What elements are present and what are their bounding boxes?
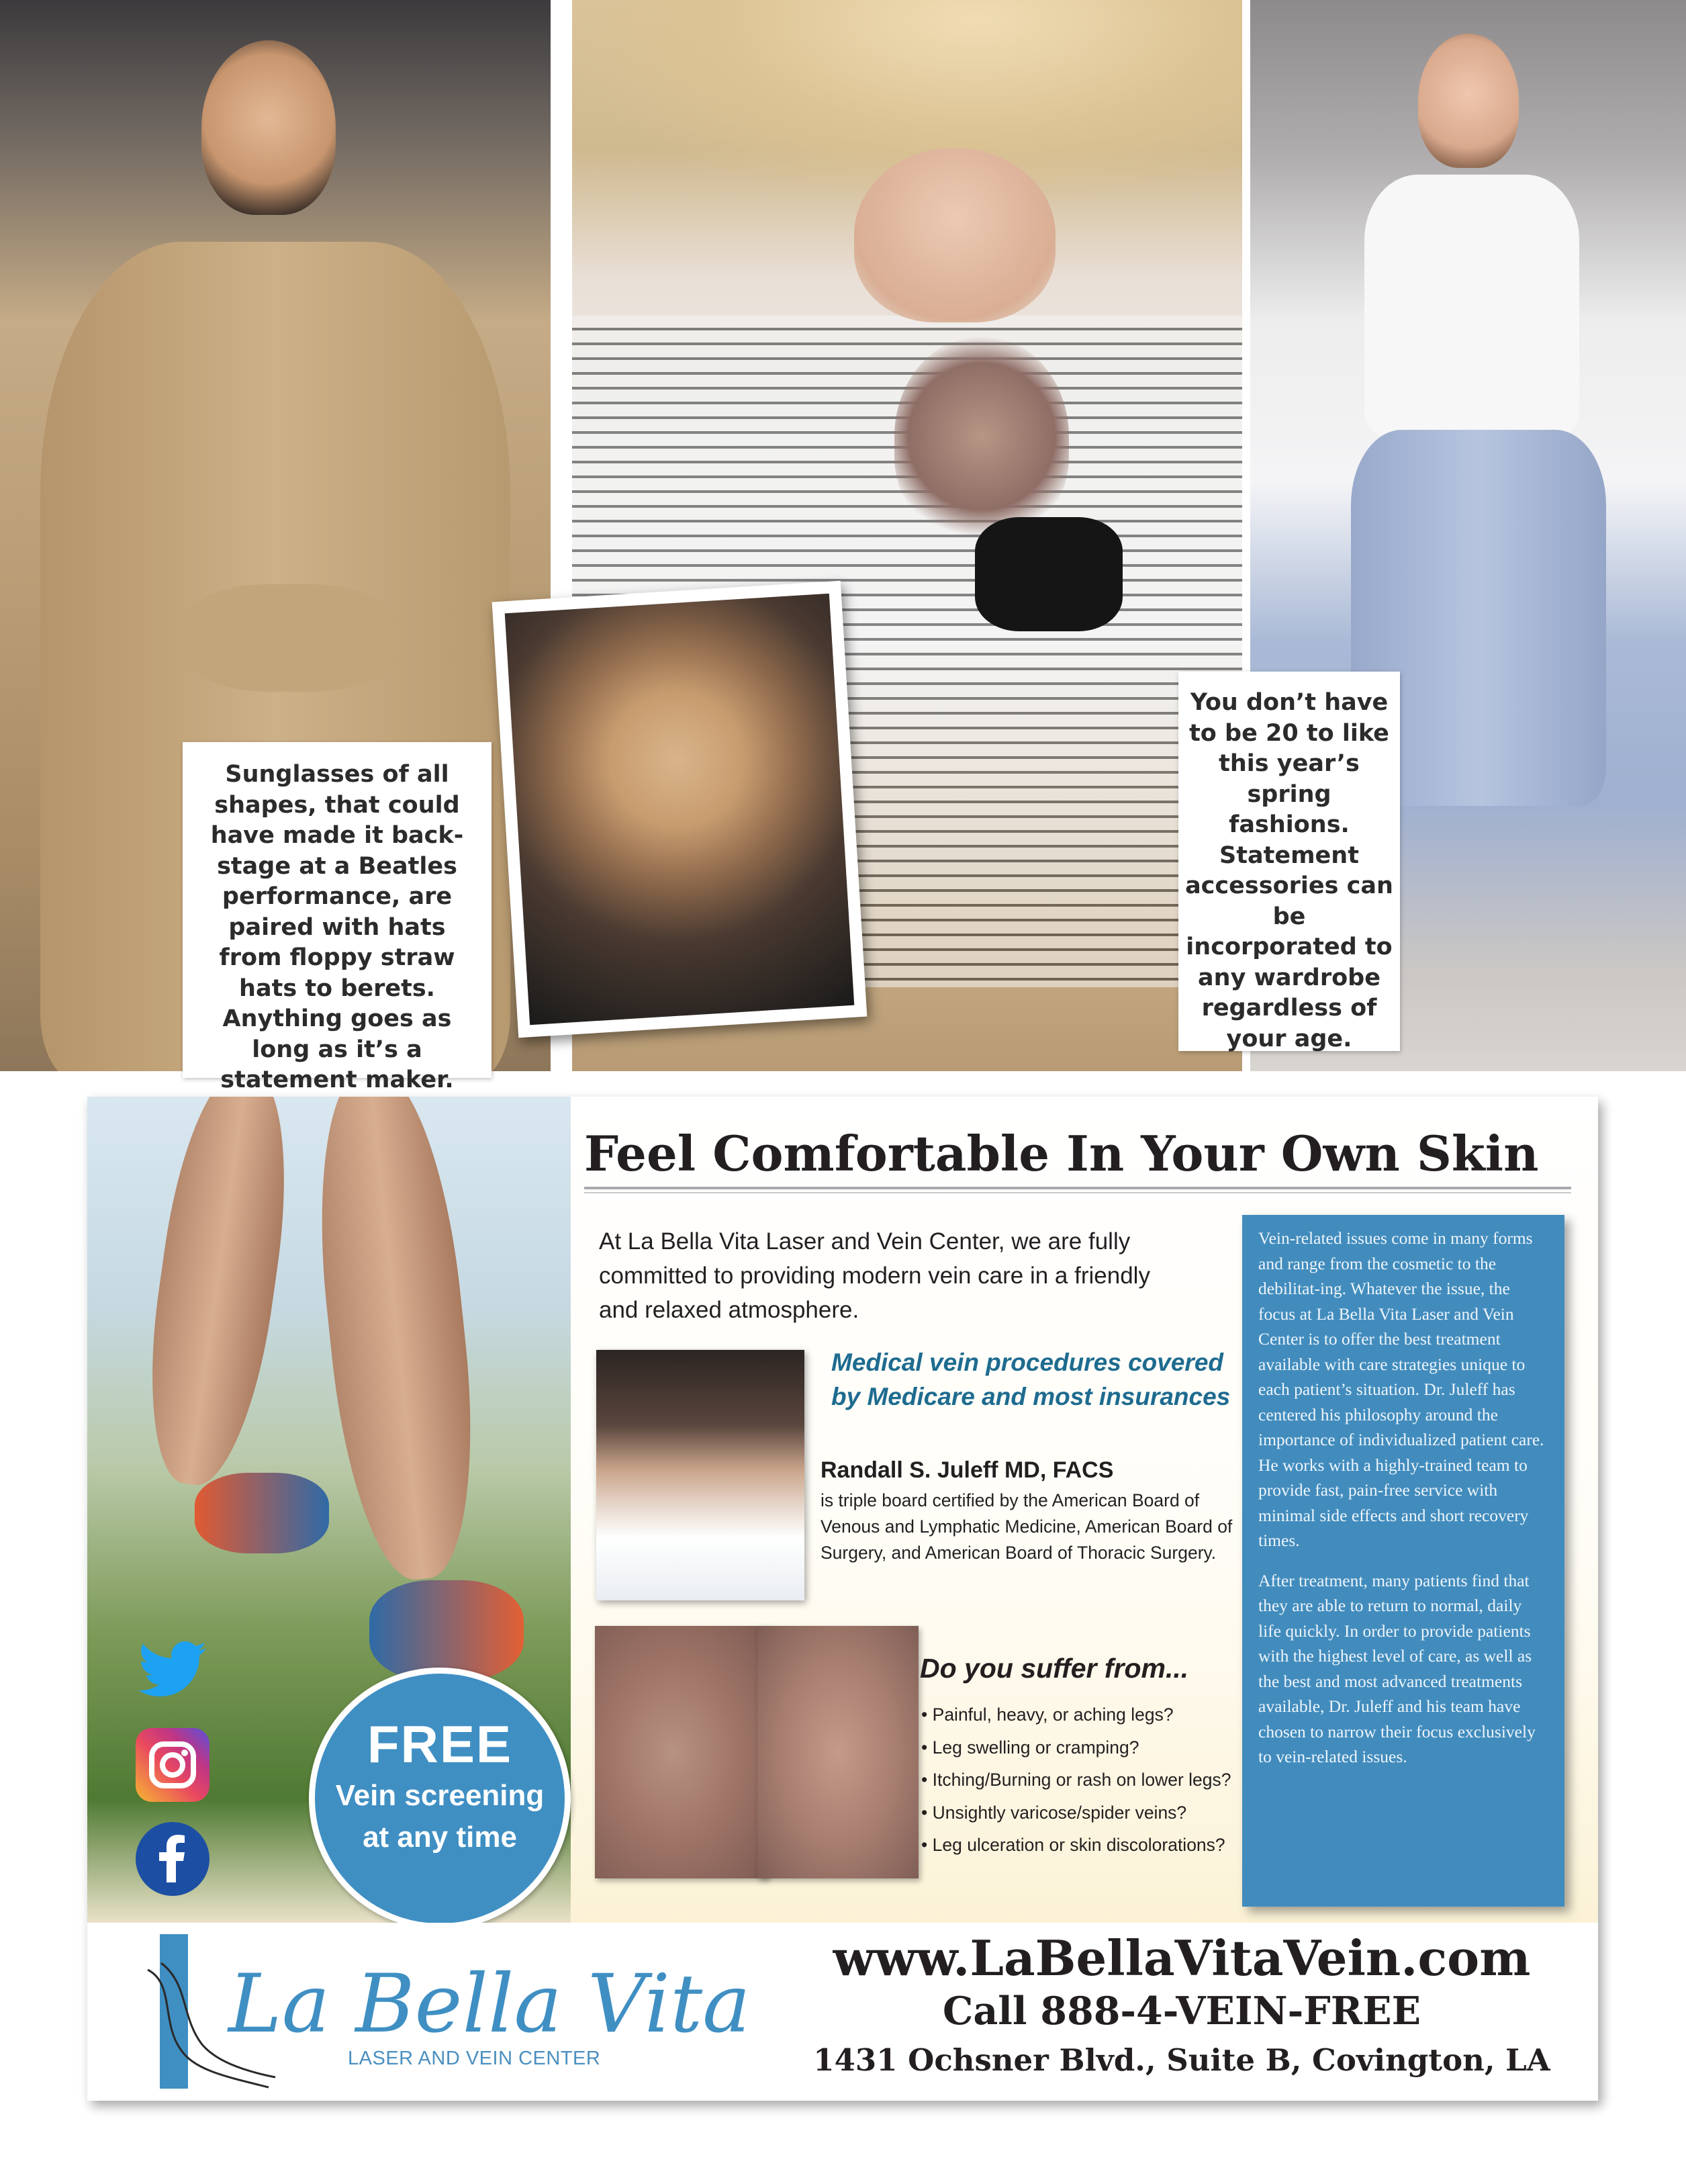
doctor-photo — [596, 1350, 804, 1600]
leg-front — [303, 1097, 489, 1586]
model-head — [1418, 34, 1519, 168]
list-item: • Painful, heavy, or aching legs? — [921, 1704, 1174, 1725]
symptoms-title: Do you suffer from... — [920, 1653, 1189, 1684]
black-bow — [975, 517, 1123, 631]
logo-tagline: LASER AND VEIN CENTER — [348, 2048, 601, 2069]
model-head — [201, 40, 336, 215]
headline-rule — [584, 1187, 1571, 1189]
vein-center-ad — [87, 1097, 1598, 2101]
instagram-icon[interactable] — [136, 1728, 209, 1802]
caption-sunglasses: Sunglasses of all shapes, that could have made it back-stage at a Beatles performance, are paired with hats from floppy straw hats to berets. Anything goes as long as it’s a statement maker. — [183, 742, 491, 1078]
phone-number[interactable]: Call 888-4-VEIN-FREE — [942, 1989, 1421, 2034]
free-line: at any time — [363, 1821, 517, 1854]
running-shoe — [369, 1580, 524, 1681]
facebook-icon[interactable] — [136, 1822, 209, 1896]
address: 1431 Ochsner Blvd., Suite B, Covington, LA — [813, 2042, 1550, 2078]
twitter-icon[interactable] — [136, 1634, 209, 1708]
ad-footer — [87, 1923, 1598, 2101]
info-sidebar — [1242, 1215, 1564, 1907]
symptoms-list — [921, 1698, 1297, 1862]
floral-brooch — [894, 336, 1069, 537]
sidebar-paragraph: After treatment, many patients find that they are able to return to normal, daily life quickly. In order to provide patients with the highest level of care, as well as the best and most advanced treatments available, Dr. Juleff and his team have chosen to narrow their focus exclusively to vein-related issues. — [1258, 1570, 1536, 1766]
running-shoe — [195, 1473, 329, 1553]
vein-before-photo — [595, 1626, 768, 1878]
ad-headline: Feel Comfortable In Your Own Skin — [584, 1125, 1539, 1182]
insurance-callout: Medical vein procedures covered by Medicare and most insurances — [831, 1349, 1231, 1410]
vein-after-photo — [757, 1626, 919, 1878]
inset-photo-image — [505, 594, 855, 1025]
list-item: • Itching/Burning or rash on lower legs? — [921, 1770, 1231, 1790]
leg-back — [133, 1097, 304, 1492]
model-face — [854, 148, 1056, 322]
free-label: FREE — [367, 1715, 513, 1774]
intro-text: At La Bella Vita Laser and Vein Center, we are fully committed to providing modern vein care in a friendly and relaxed atmosphere. — [599, 1228, 1150, 1323]
white-tee — [1364, 175, 1579, 437]
list-item: • Leg swelling or cramping? — [921, 1737, 1139, 1758]
bow-belt — [181, 584, 396, 692]
doctor-credentials: is triple board certified by the American Board of Venous and Lymphatic Medicine, American Board of Surgery, and American Board of Thoracic Surgery. — [821, 1490, 1233, 1563]
website-link[interactable]: www.LaBellaVitaVein.com — [833, 1929, 1531, 1987]
free-line: Vein screening — [335, 1779, 545, 1812]
inset-photo-earrings — [492, 581, 868, 1038]
caption-spring-fashions: You don’t have to be 20 to like this year’s spring fashions. Statement accessories can be incorporated to any wardrobe regardless of your age. — [1178, 672, 1400, 1051]
list-item: • Unsightly varicose/spider veins? — [921, 1802, 1187, 1823]
list-item: • Leg ulceration or skin discolorations? — [921, 1835, 1225, 1855]
logo-wordmark: La Bella Vita — [228, 1958, 751, 2051]
doctor-name: Randall S. Juleff MD, FACS — [821, 1457, 1114, 1483]
sidebar-paragraph: Vein-related issues come in many forms and range from the cosmetic to the debilitat-ing. Whatever the issue, the focus at La Bella Vita Laser and Vein Center is to offer the best treatment available with care strategies unique to each patient’s situation. Dr. Juleff has centered his philosophy around the importance of individualized patient care. He works with a highly-trained team to provide fast, pain-free service with minimal side effects and short recovery times. — [1258, 1228, 1544, 1550]
headline-rule — [584, 1192, 1571, 1193]
free-screening-badge — [309, 1668, 571, 1929]
